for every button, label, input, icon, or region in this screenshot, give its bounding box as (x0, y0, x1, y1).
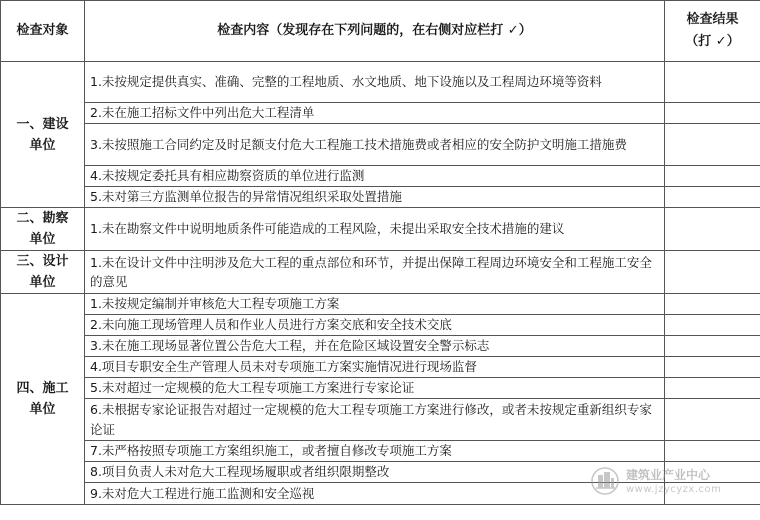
result-cell[interactable] (665, 399, 760, 441)
check-item: 2.未向施工现场管理人员和作业人员进行方案交底和安全技术交底 (85, 315, 665, 336)
header-content: 检查内容（发现存在下列问题的，在右侧对应栏打 ✓） (85, 1, 665, 62)
table-row (1, 294, 760, 315)
check-item: 1.未按规定编制并审核危大工程专项施工方案 (85, 294, 665, 315)
group-label-contractor: 四、施工 单位 (1, 294, 85, 505)
result-cell[interactable] (665, 103, 760, 124)
check-item: 4.未按规定委托具有相应勘察资质的单位进行监测 (85, 166, 665, 187)
group-label-survey: 二、勘察 单位 (1, 208, 85, 251)
table-row (1, 399, 760, 441)
result-cell[interactable] (665, 357, 760, 378)
result-cell[interactable] (665, 441, 760, 462)
check-item: 6.未根据专家论证报告对超过一定规模的危大工程专项施工方案进行修改，或者未按规定重新组织专家论证 (85, 399, 665, 441)
header-result: 检查结果 （打 ✓） (665, 1, 760, 62)
group-label-design: 三、设计 单位 (1, 251, 85, 294)
watermark-title: 建筑业产业中心 (626, 468, 711, 482)
watermark (590, 462, 740, 502)
table-row (1, 124, 760, 166)
result-cell[interactable] (665, 124, 760, 166)
header-object: 检查对象 (1, 1, 85, 62)
check-item: 3.未在施工现场显著位置公告危大工程，并在危险区域设置安全警示标志 (85, 336, 665, 357)
check-item: 4.项目专职安全生产管理人员未对专项施工方案实施情况进行现场监督 (85, 357, 665, 378)
building-logo-icon (590, 466, 620, 496)
check-item: 1.未按规定提供真实、准确、完整的工程地质、水文地质、地下设施以及工程周边环境等资料 (85, 62, 665, 103)
table-row (1, 166, 760, 187)
table-row (1, 336, 760, 357)
check-item: 8.项目负责人未对危大工程现场履职或者组织限期整改 (85, 462, 665, 483)
result-cell[interactable] (665, 166, 760, 187)
check-item: 2.未在施工招标文件中列出危大工程清单 (85, 103, 665, 124)
check-item: 5.未对超过一定规模的危大工程专项施工方案进行专家论证 (85, 378, 665, 399)
table-row (1, 357, 760, 378)
check-item: 3.未按照施工合同约定及时足额支付危大工程施工技术措施费或者相应的安全防护文明施工措施费 (85, 124, 665, 166)
result-cell[interactable] (665, 251, 760, 294)
table-row (1, 251, 760, 294)
result-cell[interactable] (665, 294, 760, 315)
watermark-url: www.jzycyzx.com (626, 484, 722, 495)
table-row (1, 62, 760, 103)
check-item: 1.未在设计文件中注明涉及危大工程的重点部位和环节，并提出保障工程周边环境安全和工程施工安全的意见 (85, 251, 665, 294)
table-row (1, 103, 760, 124)
table-row (1, 315, 760, 336)
check-item: 1.未在勘察文件中说明地质条件可能造成的工程风险，未提出采取安全技术措施的建议 (85, 208, 665, 251)
header-row (1, 1, 760, 62)
result-cell[interactable] (665, 208, 760, 251)
check-item: 5.未对第三方监测单位报告的异常情况组织采取处置措施 (85, 187, 665, 208)
check-item: 7.未严格按照专项施工方案组织施工，或者擅自修改专项施工方案 (85, 441, 665, 462)
result-cell[interactable] (665, 378, 760, 399)
table-row (1, 378, 760, 399)
table-row (1, 441, 760, 462)
group-label-construction: 一、建设 单位 (1, 62, 85, 208)
table-row (1, 208, 760, 251)
result-cell[interactable] (665, 187, 760, 208)
table-row (1, 187, 760, 208)
check-item: 9.未对危大工程进行施工监测和安全巡视 (85, 483, 665, 505)
result-cell[interactable] (665, 315, 760, 336)
result-cell[interactable] (665, 62, 760, 103)
result-cell[interactable] (665, 336, 760, 357)
